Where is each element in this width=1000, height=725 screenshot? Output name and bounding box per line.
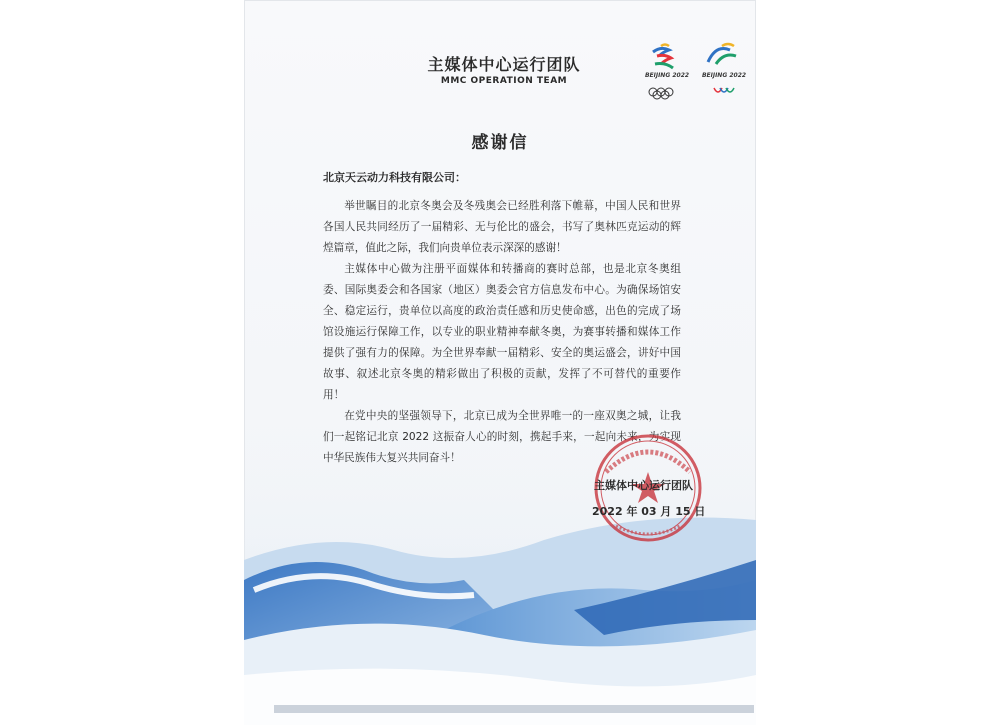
paragraph: 主媒体中心做为注册平面媒体和转播商的赛时总部，也是北京冬奥组委、国际奥委会和各国家（地区）奥委会官方信息发布中心。为确保场馆安全、稳定运行，贵单位以高度的政治责任感和历史使命感，出色的完成了场馆设施运行保障工作，以专业的职业精神奉献冬奥，为赛事转播和媒体工作提供了强有力的保障。为全世界奉献一届精彩、安全的奥运盛会，讲好中国故事、叙述北京冬奥的精彩做出了积极的贡献，发挥了不可替代的重要作用！: [323, 263, 681, 401]
paragraph: 在党中央的坚强领导下，北京已成为全世界唯一的一座双奥之城，让我们一起铭记北京 2022 这振奋人心的时刻，携起手来，一起向未来，为实现中华民族伟大复兴共同奋斗！: [323, 410, 681, 464]
emblem-label: BEIJING 2022: [701, 72, 747, 79]
emblem-label: BEIJING 2022: [644, 72, 690, 79]
paralympic-emblem-icon: [696, 42, 752, 100]
signature: 主媒体中心运行团队: [594, 479, 693, 492]
header-title: 主媒体中心运行团队: [427, 55, 581, 74]
letter-title: 感谢信: [471, 133, 529, 153]
header-subtitle: MMC OPERATION TEAM: [440, 76, 568, 86]
olympic-emblem-icon: [639, 42, 695, 100]
date: 2022 年 03 月 15 日: [592, 505, 706, 518]
paragraph: 举世瞩目的北京冬奥会及冬残奥会已经胜利落下帷幕，中国人民和世界各国人民共同经历了一届精彩、无与伦比的盛会，书写了奥林匹克运动的辉煌篇章，值此之际，我们向贵单位表示深深的感谢！: [323, 200, 681, 254]
recipient: 北京天云动力科技有限公司：: [323, 171, 466, 184]
thank-you-letter: [244, 0, 756, 725]
letter-body: [323, 196, 681, 469]
